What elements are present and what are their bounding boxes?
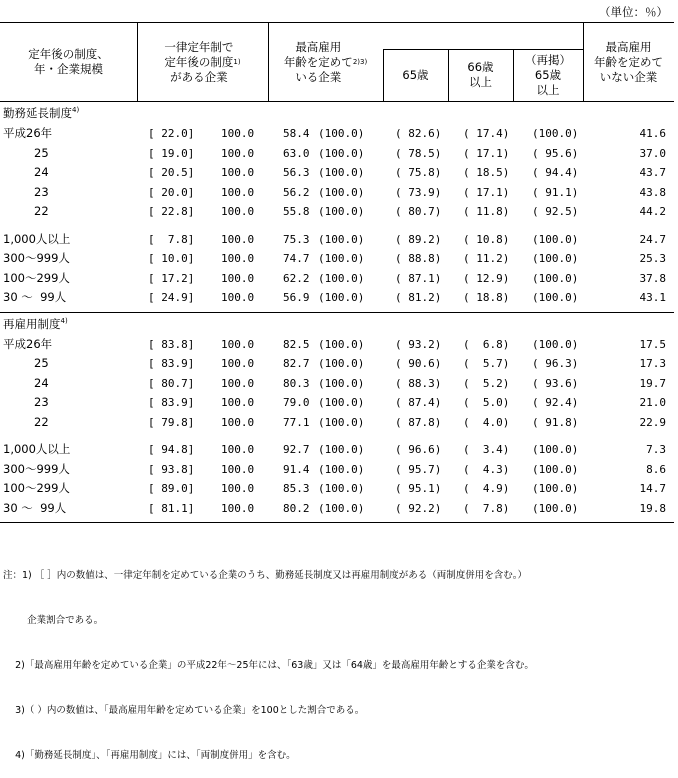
table-row: [0, 499, 674, 519]
table-cell: 17.3: [639, 357, 666, 370]
table-cell: ( 90.6): [395, 357, 442, 370]
table-cell: [ 19.0]: [148, 146, 195, 160]
table-row: [0, 249, 674, 269]
row-label: 24: [34, 165, 49, 179]
table-cell: 19.8: [639, 501, 666, 515]
table-row: [0, 163, 674, 183]
header-65: 65歳: [402, 67, 429, 82]
footnotes: [3, 538, 534, 778]
table-cell: (100.0): [532, 443, 579, 456]
table-cell: ( 73.9): [395, 185, 442, 199]
row-label: 30 ～ 99人: [3, 290, 67, 304]
table-cell: ( 95.6): [532, 146, 579, 160]
table-cell: ( 5.7): [463, 357, 510, 370]
table-cell: [ 24.9]: [148, 291, 195, 304]
table-cell: ( 12.9): [463, 271, 510, 285]
row-label: 1,000人以上: [3, 442, 71, 456]
table-cell: 92.7: [283, 443, 310, 456]
table-cell: 82.5: [283, 337, 310, 351]
table-cell: 14.7: [639, 482, 666, 495]
header-66-plus: 66歳 以上: [467, 60, 494, 89]
table-cell: (100.0): [318, 462, 365, 476]
table-cell: 17.5: [639, 337, 666, 351]
table-cell: ( 6.8): [463, 337, 510, 351]
table-cell: ( 78.5): [395, 146, 442, 160]
table-cell: ( 17.1): [463, 146, 510, 160]
table-cell: ( 18.5): [463, 166, 510, 179]
table-cell: 100.0: [221, 443, 255, 456]
table-cell: 100.0: [221, 462, 255, 476]
table-cell: [ 80.7]: [148, 376, 195, 390]
table-cell: 44.2: [639, 205, 666, 218]
table-cell: ( 11.8): [463, 205, 510, 218]
row-label: 300～999人: [3, 461, 70, 476]
row-label: 100～299人: [3, 481, 70, 495]
footnote-line: 企業割合である。: [3, 615, 104, 626]
table-cell: (100.0): [318, 443, 365, 456]
table-cell: 100.0: [221, 291, 255, 304]
table-cell: [ 7.8]: [148, 232, 195, 246]
table-row: [0, 479, 674, 499]
row-label: 25: [34, 356, 49, 370]
table-cell: 19.7: [639, 376, 666, 390]
table-cell: ( 3.4): [463, 443, 510, 456]
header-65-plus-repost: （再掲） 65歳 以上: [525, 52, 571, 97]
table-cell: ( 10.8): [463, 232, 510, 246]
table-cell: ( 95.1): [395, 482, 442, 495]
table-cell: (100.0): [318, 291, 365, 304]
table-cell: 21.0: [639, 396, 666, 409]
table-cell: 63.0: [283, 146, 310, 160]
table-cell: 43.1: [639, 291, 666, 304]
table-cell: 7.3: [646, 443, 666, 456]
table-cell: [ 22.0]: [148, 127, 195, 140]
table-cell: [ 93.8]: [148, 462, 195, 476]
table-cell: 43.7: [639, 166, 666, 179]
row-label: 24: [34, 375, 49, 390]
table-cell: ( 93.6): [532, 376, 579, 390]
table-cell: 100.0: [221, 482, 255, 495]
header-uniform-retirement: 一律定年制で 定年後の制度 がある企業 1): [164, 39, 241, 84]
table-cell: 100.0: [221, 127, 255, 140]
table-cell: 100.0: [221, 396, 255, 409]
table-cell: 58.4: [283, 127, 310, 140]
table-cell: ( 92.5): [532, 205, 579, 218]
header-max-age-not-set: 最高雇用 年齢を定めて いない企業: [594, 39, 663, 84]
table-cell: ( 81.2): [395, 291, 442, 304]
row-label: 22: [34, 414, 49, 429]
table-cell: ( 5.0): [463, 396, 510, 409]
section-reemployment: [0, 313, 674, 524]
table-cell: 100.0: [221, 376, 255, 390]
table-cell: ( 4.3): [463, 462, 510, 476]
table-cell: 100.0: [221, 252, 255, 265]
table-cell: ( 4.0): [463, 415, 510, 429]
table-cell: ( 87.4): [395, 396, 442, 409]
table-row: [0, 413, 674, 433]
table-cell: ( 87.1): [395, 271, 442, 285]
table-cell: [ 10.0]: [148, 252, 195, 265]
table-cell: [ 83.9]: [148, 357, 195, 370]
table-cell: 100.0: [221, 415, 255, 429]
table-row: [0, 460, 674, 480]
table-cell: (100.0): [318, 127, 365, 140]
table-cell: 56.9: [283, 291, 310, 304]
table-cell: 100.0: [221, 166, 255, 179]
table-cell: 100.0: [221, 337, 255, 351]
table-cell: 74.7: [283, 252, 310, 265]
table-cell: 62.2: [283, 271, 310, 285]
table-row: [0, 288, 674, 308]
table-row: [0, 440, 674, 460]
table-cell: ( 87.8): [395, 415, 442, 429]
table-cell: 22.9: [639, 415, 666, 429]
table-cell: (100.0): [318, 271, 365, 285]
row-label: 1,000人以上: [3, 231, 71, 246]
table-cell: [ 83.9]: [148, 396, 195, 409]
table-cell: ( 18.8): [463, 291, 510, 304]
table-cell: (100.0): [318, 501, 365, 515]
section-title: 再雇用制度$^{4)}$: [3, 316, 68, 331]
table-cell: ( 91.8): [532, 415, 579, 429]
table-cell: ( 96.3): [532, 357, 579, 370]
table-cell: (100.0): [318, 415, 365, 429]
table-cell: [ 17.2]: [148, 271, 195, 285]
row-label: 25: [34, 145, 49, 160]
table-cell: (100.0): [318, 185, 365, 199]
data-table: [0, 22, 674, 523]
table-cell: (100.0): [532, 252, 579, 265]
table-cell: ( 17.4): [463, 127, 510, 140]
table-cell: 37.8: [639, 271, 666, 285]
section-work-extension: [0, 102, 674, 313]
table-cell: (100.0): [318, 396, 365, 409]
table-cell: 79.0: [283, 396, 310, 409]
table-cell: ( 92.4): [532, 396, 579, 409]
table-cell: ( 93.2): [395, 337, 442, 351]
table-cell: (100.0): [532, 462, 579, 476]
table-cell: (100.0): [318, 146, 365, 160]
row-label: 平成26年: [3, 126, 53, 140]
table-cell: ( 17.1): [463, 185, 510, 199]
table-cell: ( 91.1): [532, 185, 579, 199]
unit-label: （単位：％）: [599, 5, 668, 19]
table-cell: ( 7.8): [463, 501, 510, 515]
row-label: 100～299人: [3, 270, 70, 285]
table-cell: ( 94.4): [532, 166, 579, 179]
table-cell: 80.3: [283, 376, 310, 390]
table-cell: (100.0): [318, 166, 365, 179]
table-cell: (100.0): [532, 291, 579, 304]
table-cell: ( 95.7): [395, 462, 442, 476]
table-cell: ( 82.6): [395, 127, 442, 140]
table-cell: 75.3: [283, 232, 310, 246]
table-cell: (100.0): [532, 337, 579, 351]
table-cell: 37.0: [639, 146, 666, 160]
table-cell: (100.0): [318, 252, 365, 265]
table-cell: 100.0: [221, 271, 255, 285]
table-cell: 80.2: [283, 501, 310, 515]
table-cell: 100.0: [221, 357, 255, 370]
table-row: [0, 374, 674, 394]
table-cell: (100.0): [318, 337, 365, 351]
table-cell: [ 20.0]: [148, 185, 195, 199]
table-cell: 100.0: [221, 185, 255, 199]
table-cell: 41.6: [639, 127, 666, 140]
table-cell: ( 11.2): [463, 252, 510, 265]
table-cell: 24.7: [639, 232, 666, 246]
table-cell: (100.0): [532, 127, 579, 140]
table-cell: [ 81.1]: [148, 501, 195, 515]
row-label: 30 ～ 99人: [3, 500, 67, 515]
table-cell: 85.3: [283, 482, 310, 495]
table-cell: 43.8: [639, 185, 666, 199]
table-cell: 8.6: [646, 462, 666, 476]
table-cell: [ 20.5]: [148, 166, 195, 179]
row-label: 23: [34, 395, 49, 409]
footnote-line: 注：1) ［ ］内の数値は、一律定年制を定めている企業のうち、勤務延長制度又は再雇用制度がある（両制度併用を含む。）: [3, 570, 528, 581]
table-cell: (100.0): [318, 232, 365, 246]
table-cell: (100.0): [318, 482, 365, 495]
table-cell: (100.0): [318, 205, 365, 218]
table-cell: 100.0: [221, 205, 255, 218]
table-cell: (100.0): [532, 271, 579, 285]
table-row: [0, 183, 674, 203]
table-cell: ( 4.9): [463, 482, 510, 495]
table-cell: 91.4: [283, 462, 310, 476]
header-system-year-size: 定年後の制度、 年・企業規模: [28, 47, 109, 76]
table-cell: ( 89.2): [395, 232, 442, 246]
table-row: [0, 124, 674, 144]
table-cell: ( 5.2): [463, 376, 510, 390]
table-cell: 100.0: [221, 501, 255, 515]
table-row: [0, 230, 674, 250]
table-cell: (100.0): [532, 232, 579, 246]
table-row: [0, 269, 674, 289]
row-label: 300～999人: [3, 251, 70, 265]
table-cell: [ 79.8]: [148, 415, 195, 429]
table-cell: (100.0): [532, 501, 579, 515]
table-cell: ( 96.6): [395, 443, 442, 456]
table-cell: ( 88.3): [395, 376, 442, 390]
table-cell: [ 89.0]: [148, 482, 195, 495]
table-cell: ( 92.2): [395, 501, 442, 515]
table-header: [0, 23, 674, 102]
table-cell: 56.2: [283, 185, 310, 199]
table-cell: ( 80.7): [395, 205, 442, 218]
table-cell: (100.0): [532, 482, 579, 495]
section-title: 勤務延長制度$^{4)}$: [3, 106, 80, 120]
header-max-age-set: 最高雇用 年齢を定めて いる企業 2)3): [283, 39, 368, 84]
table-cell: [ 22.8]: [148, 205, 195, 218]
table-cell: 56.3: [283, 166, 310, 179]
table-row: [0, 393, 674, 413]
table-cell: (100.0): [318, 376, 365, 390]
table-row: [0, 335, 674, 355]
table-row: [0, 202, 674, 222]
table-cell: [ 94.8]: [148, 443, 195, 456]
table-cell: 100.0: [221, 232, 255, 246]
table-cell: ( 75.8): [395, 166, 442, 179]
row-label: 22: [34, 204, 49, 218]
table-cell: 100.0: [221, 146, 255, 160]
table-cell: 82.7: [283, 357, 310, 370]
footnote-line: 4)「勤務延長制度」、「再雇用制度」には、「両制度併用」を含む。: [3, 750, 296, 761]
footnote-line: 2)「最高雇用年齢を定めている企業」の平成22年～25年には、「63歳」又は「64歳」を最高雇用年齢とする企業を含む。: [3, 660, 534, 671]
table-cell: ( 88.8): [395, 252, 442, 265]
table-cell: 55.8: [283, 205, 310, 218]
table-cell: 25.3: [639, 252, 666, 265]
table-cell: (100.0): [318, 357, 365, 370]
table-row: [0, 144, 674, 164]
row-label: 平成26年: [3, 336, 53, 351]
footnote-line: 3)（ ）内の数値は、「最高雇用年齢を定めている企業」を100とした割合である。: [3, 705, 365, 716]
table-row: [0, 354, 674, 374]
table-cell: [ 83.8]: [148, 337, 195, 351]
row-label: 23: [34, 184, 49, 199]
table-cell: 77.1: [283, 415, 310, 429]
